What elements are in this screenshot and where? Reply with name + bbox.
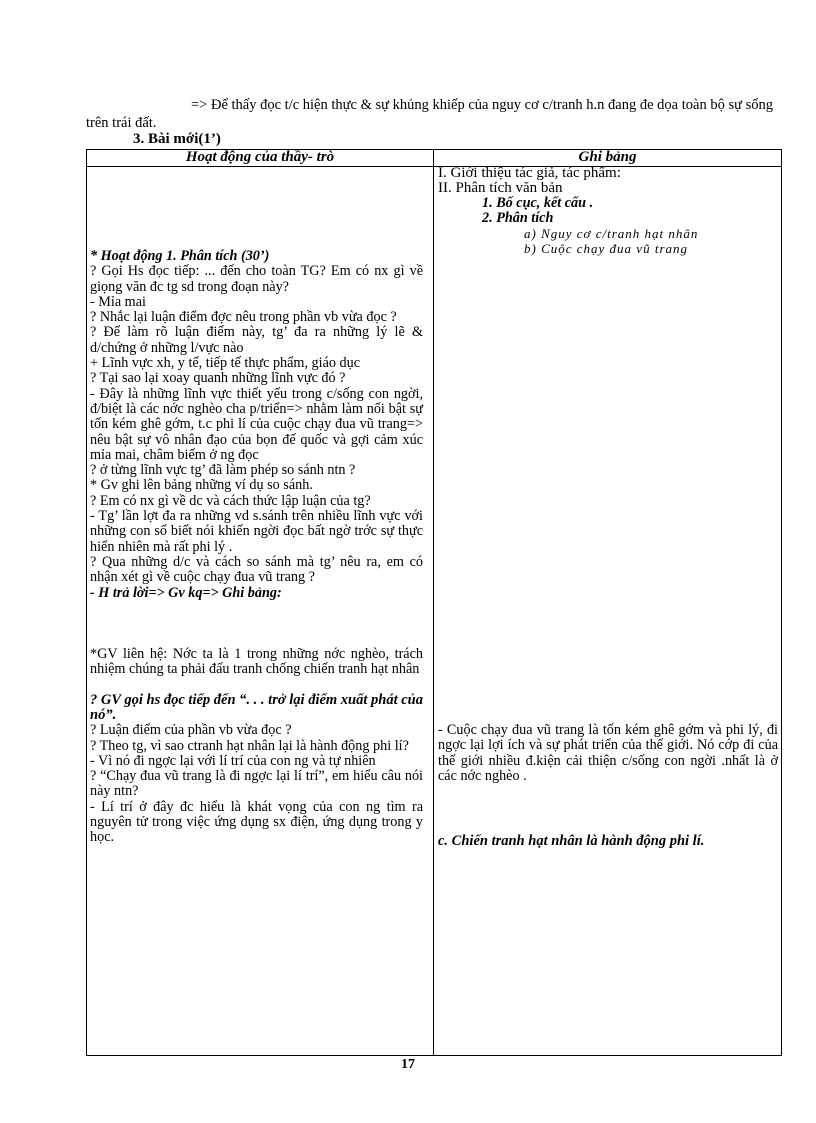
activity-line: ? Theo tg, vì sao ctranh hạt nhân lại là hành động phi lí? xyxy=(90,737,409,754)
activity-line: ? Em có nx gì về dc và cách thức lập luận của tg? xyxy=(90,492,371,509)
column-divider xyxy=(433,150,434,1055)
activity-line: *GV liên hệ: Nớc ta là 1 trong những nớc nghèo, trách nhiệm chúng ta phải đấu tranh chống chiến tranh hạt nhân xyxy=(90,645,423,678)
note-sub-b: b) Cuộc chạy đua vũ trang xyxy=(524,241,689,256)
note-analysis: 2. Phân tích xyxy=(482,210,554,226)
intro-paragraph: => Để thấy đọc t/c hiện thực & sự khủng khiếp của nguy cơ c/tranh h.n đang đe dọa toàn bộ sự sống trên trái đất. xyxy=(86,97,773,131)
note-heading-2: II. Phân tích văn bản xyxy=(438,180,563,196)
activity-line: - Vì nó đi ngợc lại với lí trí của con ng và tự nhiên xyxy=(90,752,376,769)
section-title: 3. Bài mới(1’) xyxy=(133,131,221,147)
activity-line: ? Nhắc lại luận điểm đợc nêu trong phần vb vừa đọc ? xyxy=(90,309,397,326)
note-heading-1: I. Giới thiệu tác giả, tác phẩm: xyxy=(438,165,621,181)
activity-line: ? Gọi Hs đọc tiếp: ... đến cho toàn TG? Em có nx gì về giọng văn đc tg sd trong đoạn này? xyxy=(90,263,423,295)
activity-line: - Đây là những lĩnh vực thiết yếu trong c/sống con ngời, đ/biệt là các nớc nghèo cha p/triển=> nhằm làm nổi bật sự tốn kém ghê gớm, t.c phi lí của cuộc chạy đua vũ trang=> nêu bật sự vô nhân đạo của bọn đế quốc và gợi cảm xúc mỉa mai, châm biếm ở ng đọc xyxy=(90,385,423,463)
activity-line: ? ở từng lĩnh vực tg’ đã làm phép so sánh ntn ? xyxy=(90,462,356,479)
activity-line: ? Để làm rõ luận điểm này, tg’ đa ra những lý lẽ & d/chứng ở những l/vực nào xyxy=(90,324,423,356)
activity-line: ? GV gọi hs đọc tiếp đến “. . . trở lại điểm xuất phát của nó”. xyxy=(90,691,423,723)
note-arms-race: - Cuộc chạy đua vũ trang là tốn kém ghê gớm và phi lý, đi ngợc lại lợi ích và sự phát triển của thế giới. Nó cớp đi của thế giới nhiều đ.kiện cải thiện c/sống con ngời .nhất là ở các nớc nghèo . xyxy=(438,722,778,784)
activity-line: ? Luận điểm của phần vb vừa đọc ? xyxy=(90,722,292,739)
activity-line: - Tg’ lần lợt đa ra những vd s.sánh trên nhiều lĩnh vực với những con số biết nói khiến ngời đọc bất ngờ trớc sự thực hiển nhiên mà rất phi lý . xyxy=(90,508,423,555)
teacher-student-activities xyxy=(90,249,423,846)
activity-line: - H trả lời=> Gv kq=> Ghi bảng: xyxy=(90,584,282,601)
board-notes-bottom xyxy=(438,834,778,849)
page-number: 17 xyxy=(401,1057,415,1072)
activity-line: * Gv ghi lên bảng những ví dụ so sánh. xyxy=(90,477,313,494)
board-notes-top xyxy=(438,166,778,256)
activity-line: - Lí trí ở đây đc hiểu là khát vọng của con ng tìm ra nguyên tử trong việc ứng dụng sx điện, ứng dụng trong y học. xyxy=(90,798,423,846)
note-structure: 1. Bố cục, kết cấu . xyxy=(482,195,594,211)
activity-heading: * Hoạt động 1. Phân tích (30’) xyxy=(90,248,270,264)
activity-line: + Lĩnh vực xh, y tế, tiếp tế thực phẩm, giáo dục xyxy=(90,355,361,372)
header-board-notes: Ghi bảng xyxy=(578,149,637,165)
activity-line: - Mỉa mai xyxy=(90,293,146,310)
activity-line: ? Qua những d/c và cách so sánh mà tg’ nêu ra, em có nhận xét gì về cuộc chạy đua vũ trang ? xyxy=(90,553,423,586)
header-teacher-student: Hoạt động của thầy- trò xyxy=(185,149,335,165)
note-heading-c: c. Chiến tranh hạt nhân là hành động phi lí. xyxy=(438,833,705,849)
activity-line: ? “Chạy đua vũ trang là đi ngợc lại lí trí”, em hiểu câu nói này ntn? xyxy=(90,768,423,800)
note-sub-a: a) Nguy cơ c/tranh hạt nhân xyxy=(524,226,699,241)
board-notes-middle xyxy=(438,723,778,784)
table-header-row xyxy=(87,150,781,167)
activity-line: ? Tại sao lại xoay quanh những lĩnh vực đó ? xyxy=(90,370,346,387)
